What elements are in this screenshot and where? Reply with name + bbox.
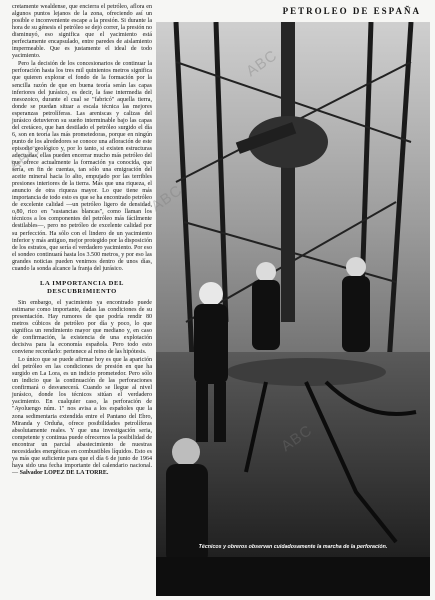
- article-paragraph-text: Lo único que se puede afirmar hoy es que la aparición del petróleo en las condiciones de presión en que ha surgido en La Lora, es un indicio prometedor. Pero sólo un indicio que la continuación de las perforaciones confirmará o desvanecerá. Cuando se llegue al nivel jurásico, donde los técnicos sitúan el verdadero yacimiento. En cualquier caso, la perforación de "Ayoluengo núm. 1" nos avisa a los españoles que la zona sedimentaria extendida entre el Pantano del Ebro, Miranda y Orduña, ofrece posibilidades petrolíferas absolutamente reales. Y que una investigación seria, competente y continua puede ofrecernos la posibilidad de encontrar un parcial abastecimiento de nuestras necesidades energéticas en combustibles líquidos. Esto es ya más que suficiente para que el día 6 de junio de 1964 haya sido una fecha importante del calendario nacional.—: [12, 357, 152, 476]
- drill-pipe: [281, 22, 295, 322]
- article-paragraph: [12, 357, 152, 477]
- drilling-rig-photo: [156, 22, 430, 596]
- author-signature: Salvador LOPEZ DE LA TORRE.: [19, 469, 109, 476]
- photo-illustration: [156, 22, 430, 596]
- watermark: ABC: [243, 46, 281, 81]
- article-paragraph: cretamente wealdense, que encierra el petróleo, aflora en algunos puntos lejanos de la zona, ofreciendo así un posible e inconveniente escape a la presión. Si durante la hora de su génesis el petróleo se dejó correr, la presión no disminuyó, eso significa que el yacimiento está perfectamente encapsulado, entre paredes de aislamiento impermeable. Que es justamente el ideal de todo yacimiento.: [12, 4, 152, 60]
- article-paragraph: Pero la decisión de los concesionarios de continuar la perforación hasta los tres mil quinientos metros significa que quieren explorar el fondo de la formación por la sencilla razón de que en buena teoría serán las capas inferiores del jurásico, es decir, la fase intermedia del mesozoico, durante el cual se "fabricó" aquella tierra, donde se puedan situar a escala técnica las mejores esperanzas petrolíferas. Las areniscas y calizas del jurásico detuvieron su sueño interminable bajo las capas del cretáceo, que han destilado el petróleo surgido el día 6, son en teoría las más prometedoras, porque en ningún punto de los alrededores se conoce una afloración de este episodio geológico y, por lo tanto, si existen estructuras adecuadas, ellas pueden encerrar mucho más petróleo del que ofrece actualmente la formación ya conocida, que sería, en fin de cuentas, tan sólo una emigración del aceite mineral hacia lo alto, empujado por las terribles presiones interiores de la tierra. Más que una riqueza, el anuncio de otra riqueza mayor. Lo que tiene más importancia de todo esto es que se ha encontrado petróleo de excelente calidad —un petróleo ligero de densidad, o,80, rico en "sustancias blancas", como llaman los técnicos a los componentes del petróleo más fácilmente destilables—, pero no petróleo de excelente calidad por su perfección. Ha sólo con el lindero de un yacimiento inferior y más antiguo, mejor protegido por la disposición de los estratos, que sería el verdadero yacimiento. Por eso el sondeo continuará hasta los 3.500 metros, y por eso las grandes noticias pueden venirnos dentro de unos días, cuando la sonda alcance la franja del jurásico.: [12, 61, 152, 272]
- watermark: ABC: [6, 141, 44, 176]
- running-title: PETROLEO DE ESPAÑA: [282, 6, 421, 16]
- rotary-table: [226, 358, 386, 386]
- watermark: ABC: [278, 421, 316, 456]
- section-subheading: LA IMPORTANCIA DEL DESCUBRIMIENTO: [39, 279, 125, 295]
- watermark: ABC: [148, 181, 186, 216]
- article-paragraph: Sin embargo, el yacimiento ya encontrado puede estimarse como importante, dadas las condiciones de su presentación. Hay rumores de que podría rendir 80 metros cúbicos de petróleo por día y poco, lo que significa un rendimiento mayor que mediano y, en caso de confirmación, la existencia de una explotación decisiva para la economía española. Pero todo esto conviene recordarlo: pertenece al reino de las hipótesis.: [12, 299, 152, 356]
- caption-band: [156, 557, 430, 596]
- article-column: [12, 4, 152, 478]
- photo-caption: Técnicos y obreros observan cuidadosamente la marcha de la perforación.: [198, 544, 388, 550]
